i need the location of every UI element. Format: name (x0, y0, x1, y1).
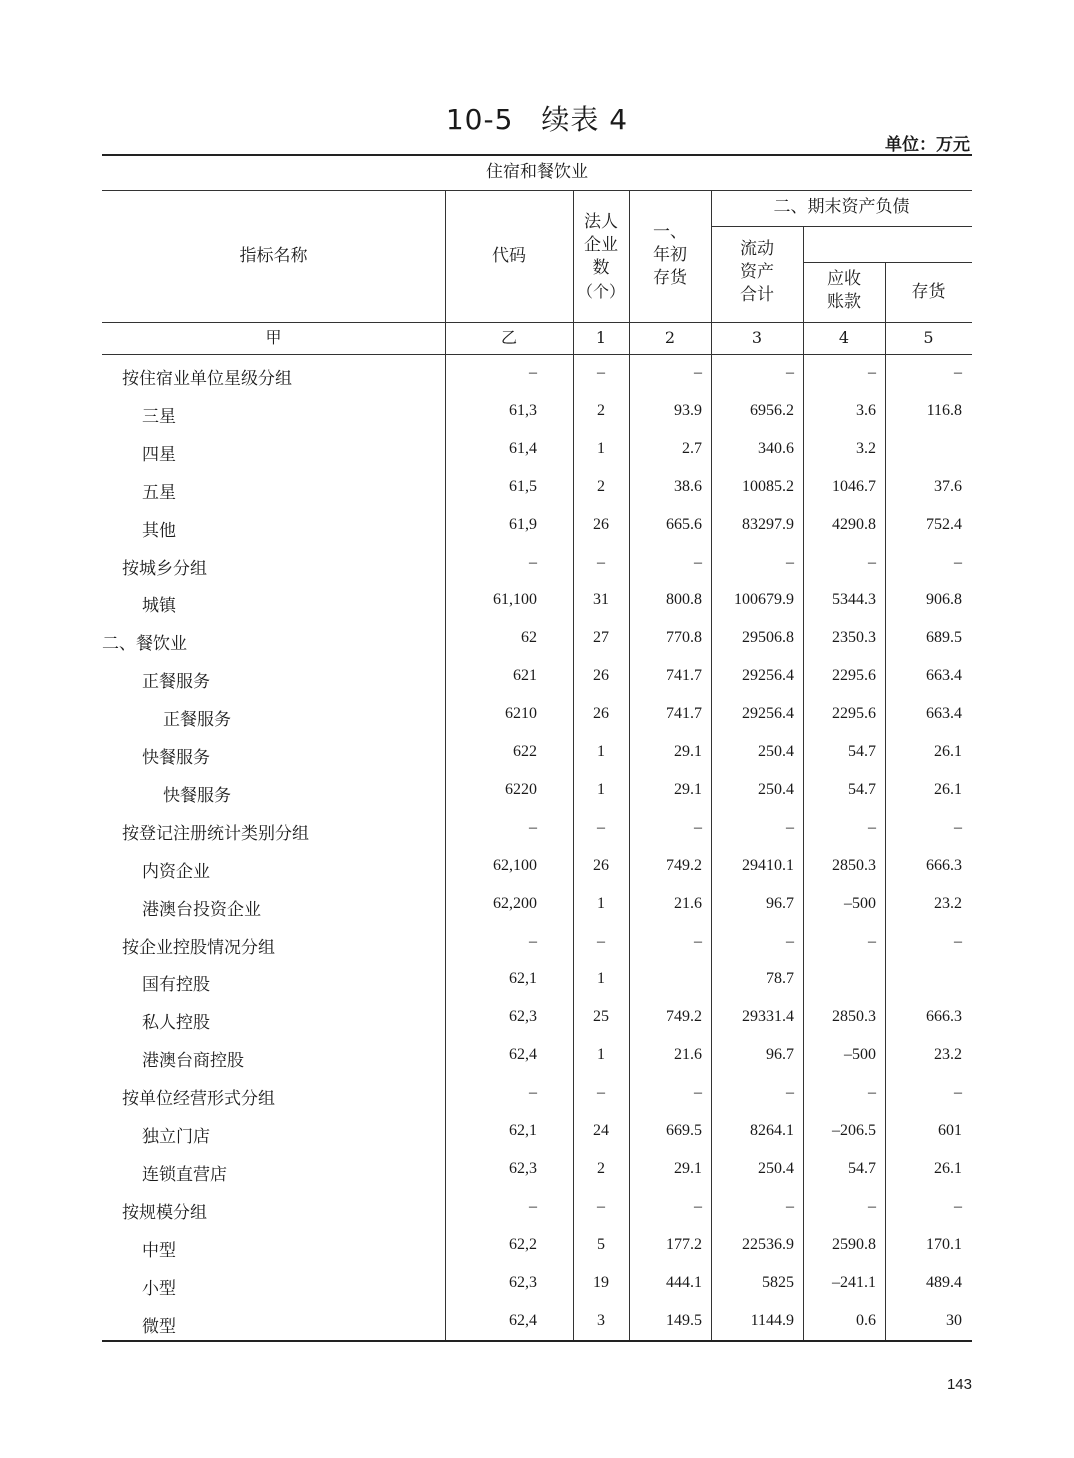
cell-c2: 149.5 (666, 1311, 702, 1329)
cell-c1: 19 (593, 1273, 609, 1291)
cell-c4: 2850.3 (832, 1008, 876, 1026)
row-label: 独立门店 (142, 1127, 210, 1147)
cell-c2: 29.1 (674, 780, 702, 798)
cell-c1: – (597, 1084, 605, 1102)
cell-c2: 800.8 (666, 591, 702, 609)
cell-c1: 1 (597, 970, 605, 988)
cell-code: 62,100 (493, 856, 537, 874)
cell-c1: – (597, 364, 605, 381)
cell-c4: 54.7 (848, 1159, 876, 1177)
row-label: 快餐服务 (163, 785, 231, 806)
cell-c2: 669.5 (666, 1122, 702, 1139)
row-label: 四星 (142, 444, 176, 465)
row-label: 港澳台商控股 (142, 1051, 244, 1072)
cell-c4: – (868, 818, 876, 836)
cell-c3: 22536.9 (742, 1235, 794, 1253)
cell-code: – (529, 932, 537, 950)
cell-code: 61,3 (509, 401, 537, 419)
cell-code: 621 (513, 667, 537, 685)
cell-c4: 3.2 (856, 439, 876, 457)
cell-c5: 116.8 (926, 401, 962, 419)
index-cell: 5 (923, 328, 934, 347)
cell-c1: 2 (597, 401, 605, 419)
cell-c4: 3.6 (856, 401, 876, 419)
cell-c3: – (786, 553, 794, 571)
cell-c5: – (954, 818, 962, 836)
divider (102, 354, 972, 355)
cell-code: – (529, 364, 537, 381)
row-label: 城镇 (142, 596, 176, 617)
cell-c4: 2295.6 (832, 705, 876, 723)
cell-c2: 29.1 (674, 1159, 702, 1177)
cell-c5: 601 (938, 1122, 962, 1139)
cell-c4: – (868, 553, 876, 571)
row-label: 其他 (142, 520, 176, 541)
index-cell: 2 (664, 328, 676, 347)
table-row (102, 773, 972, 811)
table-number: 10-5 (445, 103, 514, 136)
cell-c5: 170.1 (926, 1235, 962, 1253)
cell-c3: 78.7 (766, 970, 794, 988)
cell-c3: 96.7 (766, 894, 794, 912)
cell-c1: 2 (597, 477, 605, 495)
cell-c1: 1 (597, 894, 605, 912)
cell-c5: 663.4 (926, 705, 962, 723)
table-row (102, 394, 972, 432)
cell-c5: 666.3 (926, 856, 962, 874)
cell-c2: 29.1 (674, 743, 702, 760)
table-row (102, 356, 972, 394)
col3-header-line: 流动 (740, 239, 774, 259)
section-header: 住宿和餐饮业 (486, 162, 588, 182)
cell-c4: – (868, 1197, 876, 1215)
col2-header-line: 存货 (653, 268, 687, 288)
cell-c4: 1046.7 (832, 477, 876, 495)
cell-c2: 741.7 (666, 705, 702, 723)
cell-code: 62,1 (509, 1122, 537, 1139)
cell-c3: 29256.4 (742, 667, 794, 685)
cell-c3: 83297.9 (742, 515, 794, 533)
table-row (102, 735, 972, 773)
cell-c3: 5825 (762, 1273, 794, 1291)
cell-c1: 1 (597, 743, 605, 760)
table-row (102, 1000, 972, 1038)
cell-c1: 26 (593, 705, 609, 723)
col2-header (629, 221, 711, 290)
cell-c5: 23.2 (934, 1046, 962, 1064)
row-label: 港澳台投资企业 (142, 899, 261, 920)
cell-code: 62 (521, 629, 537, 647)
cell-c2: 665.6 (666, 515, 702, 533)
cell-c5: 30 (946, 1311, 962, 1329)
row-label: 中型 (142, 1240, 176, 1261)
table-row (102, 508, 972, 546)
cell-code: 62,3 (509, 1159, 537, 1177)
row-label: 快餐服务 (142, 748, 210, 768)
cell-c5: 26.1 (934, 743, 962, 760)
table-title: 续表 4 (541, 103, 629, 136)
cell-c5: 489.4 (926, 1273, 962, 1291)
cell-c1: 27 (593, 629, 609, 647)
table-row (102, 925, 972, 963)
row-label: 私人控股 (142, 1013, 210, 1034)
cell-c2: 38.6 (674, 477, 702, 495)
row-label: 按企业控股情况分组 (122, 937, 275, 958)
cell-c4: –500 (844, 894, 876, 912)
row-label: 按登记注册统计类别分组 (122, 823, 309, 844)
cell-c3: 1144.9 (750, 1311, 794, 1329)
cell-c1: – (597, 932, 605, 950)
cell-c5: – (954, 932, 962, 950)
cell-c4: – (868, 364, 876, 381)
cell-c1: – (597, 1197, 605, 1215)
cell-c4: 2850.3 (832, 856, 876, 874)
cell-c4: 2350.3 (832, 629, 876, 647)
divider (102, 190, 972, 191)
cell-code: 62,200 (493, 894, 537, 912)
row-label: 小型 (142, 1278, 176, 1299)
cell-c5: 23.2 (934, 894, 962, 912)
cell-c1: 5 (597, 1235, 605, 1253)
cell-c3: 29256.4 (742, 705, 794, 723)
cell-c2: – (694, 553, 702, 571)
cell-c1: 24 (593, 1122, 609, 1139)
table-row (102, 1152, 972, 1190)
table-row (102, 1228, 972, 1266)
cell-c2: 93.9 (674, 401, 702, 419)
cell-c2: – (694, 932, 702, 950)
cell-c5: 752.4 (926, 515, 962, 533)
table-row (102, 1190, 972, 1228)
cell-c4: 0.6 (856, 1311, 876, 1329)
cell-c4: 2295.6 (832, 667, 876, 685)
cell-c4: 2590.8 (832, 1235, 876, 1253)
cell-code: 61,5 (509, 477, 537, 495)
cell-c1: 1 (597, 439, 605, 457)
table-row (102, 962, 972, 1000)
row-label: 内资企业 (142, 861, 210, 882)
cell-c2: 741.7 (666, 667, 702, 685)
cell-c2: – (694, 1084, 702, 1102)
col1-header-line: （个） (576, 282, 625, 301)
col3-header-line: 资产 (740, 262, 774, 282)
cell-code: 62,1 (509, 970, 537, 988)
col1-header-line: 企业 (584, 235, 618, 255)
cell-c5: 26.1 (934, 780, 962, 798)
index-cell: 甲 (265, 328, 282, 347)
cell-code: 62,3 (509, 1273, 537, 1291)
cell-code: – (529, 553, 537, 571)
cell-c5: 666.3 (926, 1008, 962, 1026)
cell-c3: 250.4 (758, 743, 794, 760)
row-label: 按城乡分组 (122, 558, 207, 579)
index-cell: 3 (751, 328, 763, 347)
cell-c3: 29410.1 (742, 856, 794, 874)
cell-c5: 689.5 (926, 629, 962, 647)
cell-c5: 663.4 (926, 667, 962, 685)
cell-code: 6220 (505, 780, 537, 798)
row-label: 按单位经营形式分组 (122, 1089, 275, 1110)
cell-c1: 25 (593, 1008, 609, 1026)
cell-c3: 250.4 (758, 780, 794, 798)
cell-c2: 749.2 (666, 1008, 702, 1026)
cell-code: 61,100 (493, 591, 537, 609)
cell-c2: 444.1 (666, 1273, 702, 1291)
cell-code: 61,4 (509, 439, 537, 457)
cell-c1: 3 (597, 1311, 605, 1329)
row-label: 按住宿业单位星级分组 (122, 369, 292, 389)
cell-c3: 100679.9 (734, 591, 794, 609)
cell-c1: 26 (593, 667, 609, 685)
table-row (102, 887, 972, 925)
col4-header (803, 268, 885, 314)
cell-c4: 4290.8 (832, 515, 876, 533)
cell-c3: – (786, 1197, 794, 1215)
cell-code: 62,4 (509, 1046, 537, 1064)
cell-code: 62,3 (509, 1008, 537, 1026)
cell-code: – (529, 818, 537, 836)
table-row (102, 621, 972, 659)
row-label: 国有控股 (142, 975, 210, 996)
table-bottom-rule (102, 1340, 972, 1342)
cell-c5: – (954, 1197, 962, 1215)
col5-header: 存货 (911, 282, 946, 302)
cell-c4: 54.7 (848, 743, 876, 760)
cell-c3: 29506.8 (742, 629, 794, 647)
cell-c5: – (954, 364, 962, 381)
cell-c3: 340.6 (758, 439, 794, 457)
page-number: 143 (946, 1376, 972, 1393)
cell-c5: 906.8 (926, 591, 962, 609)
row-label: 按规模分组 (122, 1202, 207, 1223)
col2-header-line: 年初 (653, 245, 687, 265)
table-row (102, 1038, 972, 1076)
cell-c1: 1 (597, 1046, 605, 1064)
col-code-header: 代码 (492, 246, 526, 266)
cell-code: 6210 (505, 705, 537, 723)
index-cell: 1 (595, 328, 607, 347)
cell-c3: – (786, 932, 794, 950)
table-row (102, 546, 972, 584)
cell-c3: 10085.2 (742, 477, 794, 495)
cell-c4: –206.5 (832, 1122, 876, 1139)
cell-c1: – (597, 553, 605, 571)
table-row (102, 470, 972, 508)
cell-c3: – (786, 818, 794, 836)
cell-c3: 6956.2 (750, 401, 794, 419)
cell-c4: – (868, 1084, 876, 1102)
col3-header-line: 合计 (740, 285, 774, 305)
index-cell: 4 (838, 328, 850, 347)
cell-code: 61,9 (509, 515, 537, 533)
col3-header (711, 238, 803, 307)
unit-label: 单位：万元 (885, 135, 970, 155)
cell-code: 622 (513, 743, 537, 760)
row-label: 正餐服务 (142, 672, 210, 693)
cell-code: 62,4 (509, 1311, 537, 1329)
cell-c2: 2.7 (682, 439, 702, 457)
cell-c4: 5344.3 (832, 591, 876, 609)
cell-c2: 21.6 (674, 1046, 702, 1064)
col2-header-line: 一、 (653, 222, 687, 242)
cell-c1: 2 (597, 1159, 605, 1177)
table-row (102, 1114, 972, 1152)
cell-c2: 177.2 (666, 1235, 702, 1253)
cell-c2: 21.6 (674, 894, 702, 912)
table-row (102, 659, 972, 697)
row-label: 正餐服务 (163, 710, 231, 731)
table-row (102, 811, 972, 849)
col4-header-line: 应收 (827, 269, 861, 289)
table-row (102, 583, 972, 621)
cell-c4: –500 (844, 1046, 876, 1064)
cell-c3: 8264.1 (750, 1122, 794, 1139)
divider (102, 322, 972, 323)
cell-c4: 54.7 (848, 780, 876, 798)
cell-c3: – (786, 364, 794, 381)
cell-c5: 26.1 (934, 1159, 962, 1177)
cell-c2: 749.2 (666, 856, 702, 874)
col1-header-line: 法人 (584, 212, 618, 232)
col-name-header: 指标名称 (239, 246, 308, 266)
index-cell: 乙 (500, 328, 517, 347)
col1-header-line: 数 (592, 258, 610, 278)
cell-c2: – (694, 364, 702, 381)
table-row (102, 432, 972, 470)
cell-c1: – (597, 818, 605, 836)
cell-c1: 26 (593, 515, 609, 533)
group2-header: 二、期末资产负债 (773, 197, 910, 217)
table-top-rule (102, 154, 972, 156)
cell-c2: – (694, 818, 702, 836)
cell-c4: – (868, 932, 876, 950)
row-label: 微型 (142, 1316, 176, 1337)
cell-code: – (529, 1197, 537, 1215)
cell-c1: 31 (593, 591, 609, 609)
divider (711, 226, 972, 227)
row-label: 三星 (142, 406, 176, 427)
row-label: 连锁直营店 (142, 1164, 227, 1185)
cell-c3: – (786, 1084, 794, 1102)
table-row (102, 1076, 972, 1114)
table-row (102, 1304, 972, 1342)
cell-c3: 250.4 (758, 1159, 794, 1177)
row-label: 二、餐饮业 (102, 634, 187, 655)
cell-c3: 96.7 (766, 1046, 794, 1064)
cell-c5: – (954, 553, 962, 571)
cell-code: – (529, 1084, 537, 1102)
col4-header-line: 账款 (827, 292, 861, 312)
divider (803, 262, 972, 263)
table-row (102, 849, 972, 887)
cell-c2: 770.8 (666, 629, 702, 647)
cell-c3: 29331.4 (742, 1008, 794, 1026)
row-label: 五星 (142, 482, 176, 503)
cell-c5: 37.6 (934, 477, 962, 495)
cell-c2: – (694, 1197, 702, 1215)
cell-c5: – (954, 1084, 962, 1102)
cell-c4: –241.1 (832, 1273, 876, 1291)
cell-c1: 26 (593, 856, 609, 874)
col1-header (573, 211, 629, 303)
table-row (102, 697, 972, 735)
cell-code: 62,2 (509, 1235, 537, 1253)
table-row (102, 1266, 972, 1304)
cell-c1: 1 (597, 780, 605, 798)
